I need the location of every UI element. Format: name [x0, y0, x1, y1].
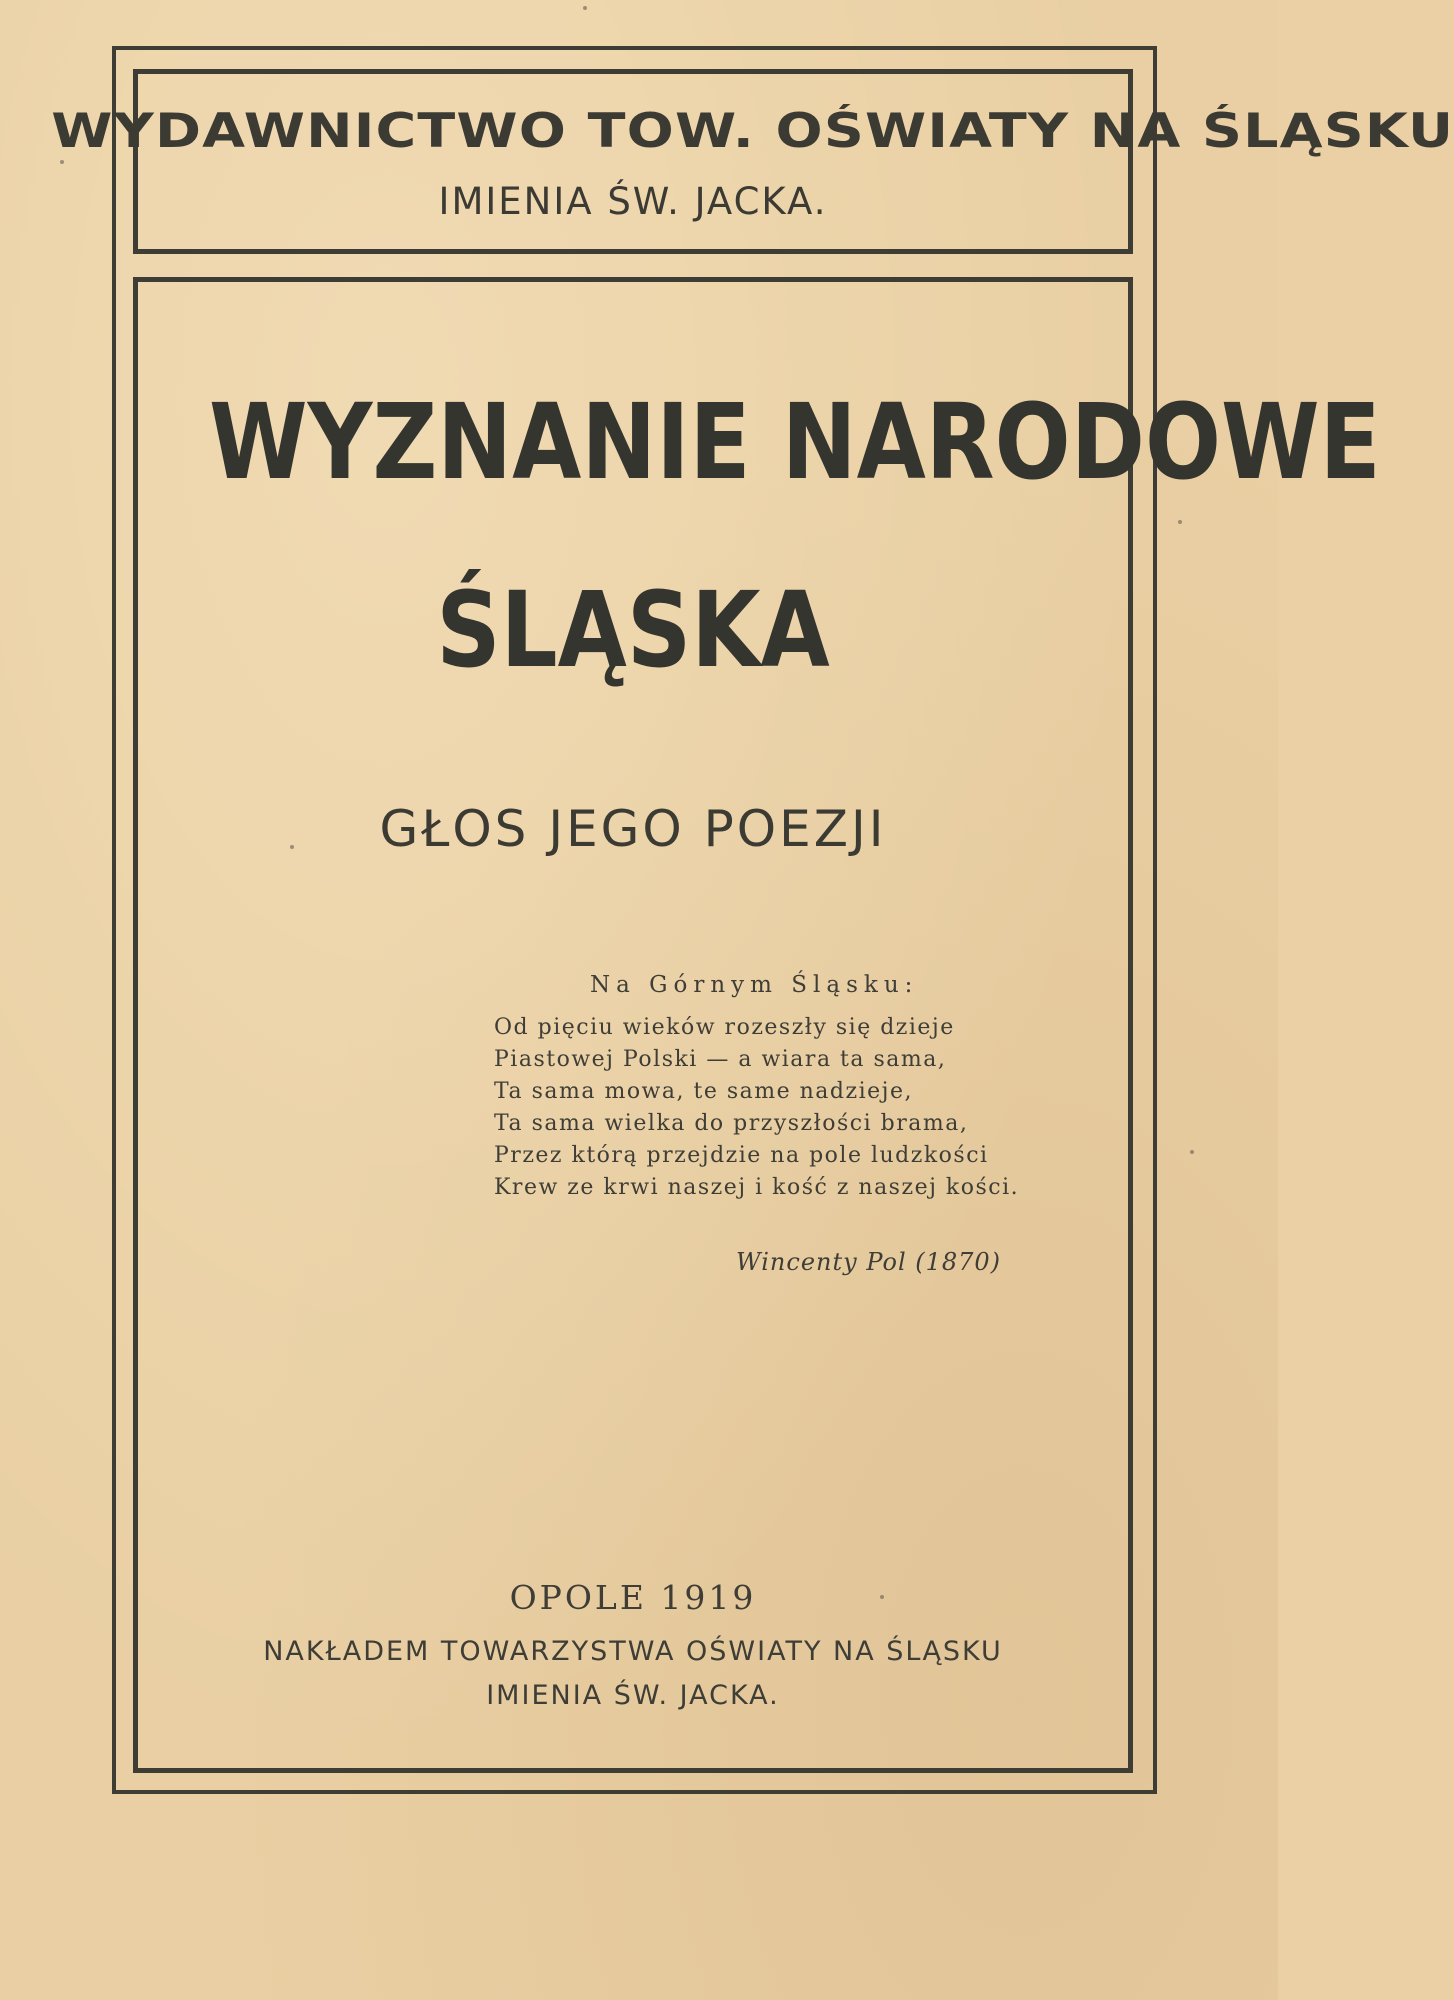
poem-line: Od pięciu wieków rozeszły się dzieje: [494, 1015, 955, 1040]
paper-speck: [880, 1595, 884, 1599]
imprint-publisher: NAKŁADEM TOWARZYSTWA OŚWIATY NA ŚLĄSKU: [263, 1636, 1003, 1667]
title-line-2: ŚLĄSKA: [436, 569, 830, 691]
publisher-subheading: IMIENIA ŚW. JACKA.: [438, 180, 828, 223]
epigraph-poem: [494, 1012, 1094, 1204]
poem-line: Przez którą przejdzie na pole ludzkości: [494, 1143, 989, 1168]
header-border-frame: [133, 69, 1133, 254]
paper-speck: [1190, 1150, 1194, 1154]
poem-line: Piastowej Polski — a wiara ta sama,: [494, 1047, 947, 1072]
paper-speck: [583, 6, 587, 10]
epigraph-author: Wincenty Pol (1870): [736, 1248, 1002, 1276]
epigraph-heading: Na Górnym Śląsku:: [590, 972, 919, 998]
poem-line: Ta sama mowa, te same nadzieje,: [494, 1079, 913, 1104]
title-line-1: WYZNANIE NARODOWE: [209, 381, 1381, 503]
paper-speck: [290, 845, 294, 849]
imprint-place-year: OPOLE 1919: [509, 1578, 757, 1617]
subtitle: GŁOS JEGO POEZJI: [379, 800, 887, 858]
poem-line: Krew ze krwi naszej i kość z naszej kości.: [494, 1175, 1020, 1200]
publisher-heading: WYDAWNICTWO TOW. OŚWIATY NA ŚLĄSKU: [51, 104, 1454, 159]
imprint-patron: IMIENIA ŚW. JACKA.: [486, 1680, 780, 1711]
paper-speck: [60, 160, 64, 164]
poem-line: Ta sama wielka do przyszłości brama,: [494, 1111, 969, 1136]
paper-speck: [1178, 520, 1182, 524]
